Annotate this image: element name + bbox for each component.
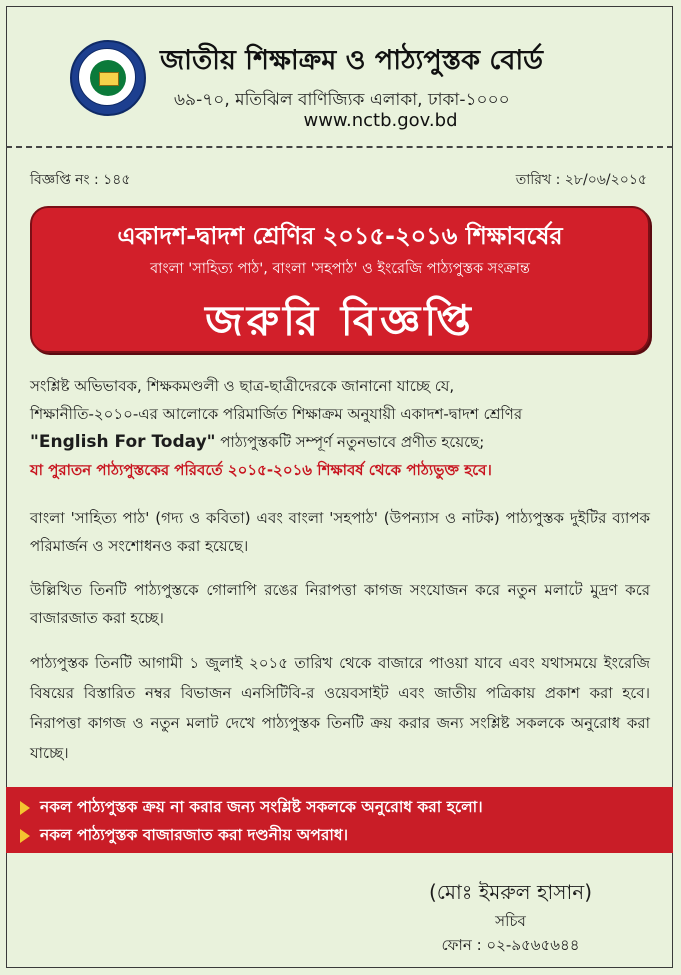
- org-website: www.nctb.gov.bd: [303, 110, 458, 131]
- p1-line2: শিক্ষানীতি-২০১০-এর আলোকে পরিমার্জিত শিক্ষাক্রম অনুযায়ী একাদশ-দ্বাদশ শ্রেণির: [30, 405, 523, 423]
- notice-number: বিজ্ঞপ্তি নং : ১৪৫: [30, 172, 131, 188]
- signatory-title: সচিব: [495, 912, 526, 930]
- notice-date: তারিখ : ২৮/০৬/২০১৫: [515, 172, 647, 188]
- warning-bar: [6, 787, 673, 853]
- paragraph-4: পাঠ্যপুস্তক তিনটি আগামী ১ জুলাই ২০১৫ তারিখ থেকে বাজারে পাওয়া যাবে এবং যথাসময়ে ইংরেজি বিষয়ের বিস্তারিত নম্বর বিভাজন এনসিটিবি-র ওয়েবসাইট এবং জাতীয় পত্রিকায় প্রকাশ করা হবে। নিরাপত্তা কাগজ ও নতুন মলাট দেখে পাঠ্যপুস্তক তিনটি ক্রয় করার জন্য সংশ্লিষ্ট সকলকে অনুরোধ করা যাচ্ছে।: [30, 654, 650, 762]
- divider-top: [6, 146, 673, 148]
- p1-line1: সংশ্লিষ্ট অভিভাবক, শিক্ষকমণ্ডলী ও ছাত্র-ছাত্রীদেরকে জানানো যাচ্ছে যে,: [30, 377, 455, 395]
- signatory-phone: ফোন : ০২-৯৫৬৫৬৪৪: [441, 936, 580, 954]
- book-icon: [99, 72, 119, 86]
- headline-banner: [30, 206, 650, 353]
- bullet-triangle-icon: [20, 829, 30, 843]
- nctb-seal-logo: [70, 40, 146, 116]
- p1-red-statement: যা পুরাতন পাঠ্যপুস্তকের পরিবর্তে ২০১৫-২০১৬ শিক্ষাবর্ষ থেকে পাঠ্যভুক্ত হবে।: [30, 461, 492, 479]
- warning-item-1: [20, 795, 483, 821]
- org-address: ৬৯-৭০, মতিঝিল বাণিজ্যিক এলাকা, ঢাকা-১০০০: [174, 90, 510, 110]
- warning-text-1: নকল পাঠ্যপুস্তক ক্রয় না করার জন্য সংশ্লিষ্ট সকলকে অনুরোধ করা হলো।: [40, 798, 483, 816]
- bullet-triangle-icon: [20, 801, 30, 815]
- p1-line3-rest: পাঠ্যপুস্তকটি সম্পূর্ণ নতুনভাবে প্রণীত হয়েছে;: [215, 433, 485, 451]
- banner-subtitle: বাংলা 'সাহিত্য পাঠ', বাংলা 'সহপাঠ' ও ইংরেজি পাঠ্যপুস্তক সংক্রান্ত: [150, 261, 530, 277]
- org-name: জাতীয় শিক্ষাক্রম ও পাঠ্যপুস্তক বোর্ড: [160, 45, 544, 76]
- paragraph-3: উল্লিখিত তিনটি পাঠ্যপুস্তকে গোলাপি রঙের নিরাপত্তা কাগজ সংযোজন করে নতুন মলাটে মুদ্রণ করে বাজারজাত করা হচ্ছে।: [30, 581, 650, 627]
- book-title-english: "English For Today": [30, 432, 216, 452]
- warning-text-2: নকল পাঠ্যপুস্তক বাজারজাত করা দণ্ডনীয় অপরাধ।: [40, 826, 349, 844]
- paragraph-2: বাংলা 'সাহিত্য পাঠ' (গদ্য ও কবিতা) এবং বাংলা 'সহপাঠ' (উপন্যাস ও নাটক) পাঠ্যপুস্তক দুইটির ব্যাপক পরিমার্জন ও সংশোধনও করা হয়েছে।: [30, 509, 650, 555]
- paragraph-1: [30, 372, 650, 484]
- header: [0, 0, 681, 140]
- banner-title: একাদশ-দ্বাদশ শ্রেণির ২০১৫-২০১৬ শিক্ষাবর্ষের: [117, 222, 563, 250]
- p1-line3: [30, 428, 650, 456]
- banner-urgent-notice: জরুরি বিজ্ঞপ্তি: [205, 296, 475, 345]
- signatory-name: (মোঃ ইমরুল হাসান): [428, 880, 592, 904]
- warning-item-2: [20, 823, 348, 849]
